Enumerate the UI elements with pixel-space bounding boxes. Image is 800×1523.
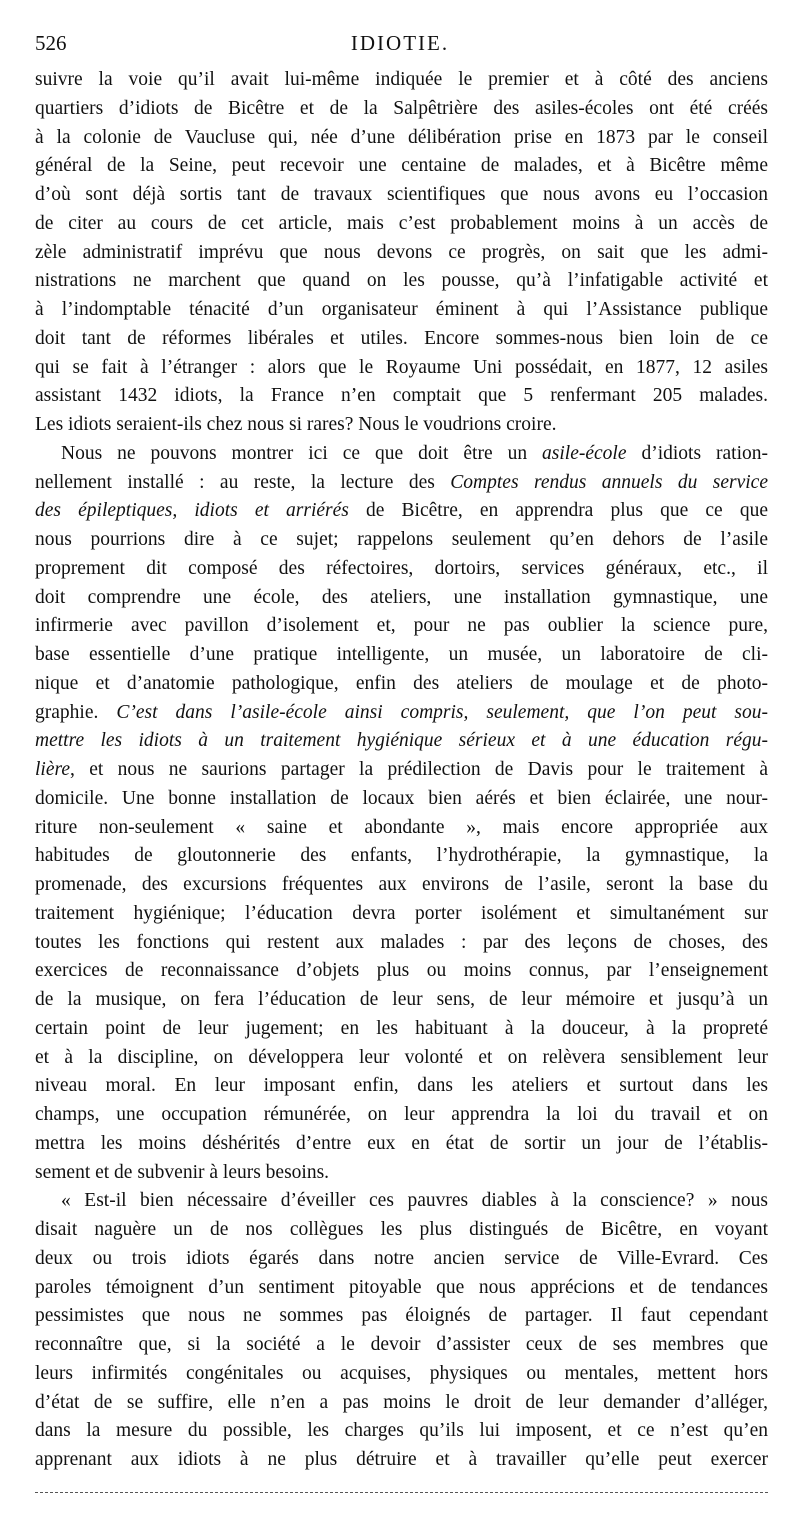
running-head: IDIOTIE.: [350, 31, 450, 55]
text-line: [35, 497, 768, 526]
text-line: [35, 382, 768, 411]
text-line: [35, 1360, 768, 1389]
italic-segment: C’est dans l’asile-école ainsi compris, seulement, que l’on peut sou-: [116, 701, 768, 723]
italic-segment: Comptes rendus annuels du service: [450, 471, 768, 493]
page-number: 526: [35, 31, 67, 55]
text-segment: de Bicêtre, en apprendra plus que ce que: [348, 500, 768, 522]
text-line: [35, 1072, 768, 1101]
text-segment: sement et de subvenir à leurs besoins.: [35, 1161, 330, 1183]
text-line: [35, 641, 768, 670]
text-line: [35, 785, 768, 814]
text-segment: promenade, des excursions fréquentes aux environs de l’asile, seront la base du: [35, 874, 768, 895]
text-segment: à l’indomptable ténacité d’un organisateur éminent à qui l’Assistance publique: [35, 299, 768, 320]
text-line: [35, 95, 768, 124]
text-line: [35, 411, 768, 440]
text-line: [35, 1274, 768, 1303]
text-line: [35, 555, 768, 584]
text-line: [35, 900, 768, 929]
text-segment: général de la Seine, peut recevoir une centaine de malades, et à Bicêtre même: [35, 155, 768, 177]
text-segment: riture non-seulement « saine et abondante », mais encore appropriée aux: [35, 816, 768, 838]
text-segment: zèle administratif imprévu que nous devons ce progrès, on sait que les admi-: [35, 241, 768, 263]
text-segment: apprenant aux idiots à ne plus détruire et à travailler qu’elle peut exercer: [35, 1449, 768, 1470]
text-segment: doit tant de réformes libérales et utiles. Encore sommes-nous bien loin de ce: [35, 327, 768, 349]
text-line: [35, 756, 768, 785]
text-line: [35, 1216, 768, 1245]
text-line: [35, 469, 768, 498]
text-segment: dans la mesure du possible, les charges qu’ils lui imposent, et ce n’est qu’en: [35, 1420, 768, 1442]
text-line: [35, 267, 768, 296]
text-line: [35, 526, 768, 555]
text-segment: habitudes de gloutonnerie des enfants, l’hydrothérapie, la gymnastique, la: [35, 845, 768, 867]
text-segment: , et nous ne saurions partager la prédilection de Davis pour le traitement à: [70, 759, 768, 780]
text-line: [35, 1245, 768, 1274]
text-segment: doit comprendre une école, des ateliers, une installation gymnastique, une: [35, 586, 768, 608]
italic-segment: mettre les idiots à un traitement hygiénique sérieux et à une éducation régu-: [35, 730, 768, 752]
text-segment: champs, une occupation rémunérée, on leur apprendra la loi du travail et on: [35, 1104, 768, 1125]
text-line: [35, 1389, 768, 1418]
text-segment: Nous ne pouvons montrer ici ce que doit être un: [61, 442, 543, 464]
text-segment: suivre la voie qu’il avait lui-même indiquée le premier et à côté des anciens: [35, 69, 768, 90]
text-segment: pessimistes que nous ne sommes pas éloignés de partager. Il faut cependant: [35, 1305, 768, 1327]
text-line: [35, 1417, 768, 1446]
text-segment: disait naguère un de nos collègues les plus distingués de Bicêtre, en voyant: [35, 1219, 768, 1240]
text-segment: de la musique, on fera l’éducation de leur sens, de leur mémoire et jusqu’à un: [35, 989, 768, 1010]
text-segment: niveau moral. En leur imposant enfin, dans les ateliers et surtout dans les: [35, 1075, 768, 1097]
text-line: [35, 1446, 768, 1475]
text-line: [35, 296, 768, 325]
text-segment: nous pourrions dire à ce sujet; rappelons seulement qu’en dehors de l’asile: [35, 529, 768, 550]
text-segment: nique et d’anatomie pathologique, enfin des ateliers de moulage et de photo-: [35, 672, 768, 694]
page-header: [35, 28, 765, 58]
text-line: [35, 325, 768, 354]
text-segment: domicile. Une bonne installation de locaux bien aérés et bien éclairée, une nour-: [35, 787, 768, 809]
text-line: [35, 842, 768, 871]
text-segment: certain point de leur jugement; en les habituant à la douceur, à la propreté: [35, 1017, 768, 1039]
text-line: [35, 1101, 768, 1130]
text-segment: graphie.: [35, 701, 117, 723]
text-segment: toutes les fonctions qui restent aux malades : par des leçons de choses, des: [35, 931, 768, 953]
text-line: [35, 727, 768, 756]
text-segment: infirmerie avec pavillon d’isolement et, pour ne pas oublier la science pure,: [35, 615, 768, 637]
text-segment: qui se fait à l’étranger : alors que le Royaume Uni possédait, en 1877, 12 asiles: [35, 356, 768, 378]
text-line: [35, 124, 768, 153]
text-line: [35, 1130, 768, 1159]
text-segment: mettra les moins déshérités d’entre eux en état de sortir un jour de l’établis-: [35, 1132, 768, 1154]
text-segment: de citer au cours de cet article, mais c’est probablement moins à un accès de: [35, 212, 768, 234]
italic-segment: des épileptiques, idiots et arriérés: [35, 500, 349, 522]
text-segment: « Est-il bien nécessaire d’éveiller ces pauvres diables à la conscience? » nous: [61, 1190, 768, 1212]
text-segment: base essentielle d’une pratique intelligente, un musée, un laboratoire de cli-: [35, 644, 768, 665]
text-segment: proprement dit composé des réfectoires, dortoirs, services généraux, etc., il: [35, 557, 768, 579]
text-line: [35, 1159, 768, 1188]
text-line: [35, 181, 768, 210]
text-segment: reconnaître que, si la société a le devoir d’assister ceux de ses membres que: [35, 1334, 768, 1355]
italic-segment: asile-école: [542, 442, 627, 464]
text-line: [35, 699, 768, 728]
text-segment: Les idiots seraient-ils chez nous si rares? Nous le voudrions croire.: [35, 414, 557, 435]
text-segment: exercices de reconnaissance d’objets plus ou moins connus, par l’enseignement: [35, 960, 768, 982]
text-segment: traitement hygiénique; l’éducation devra porter isolément et simultanément sur: [35, 902, 768, 924]
text-line: [35, 814, 768, 843]
text-line: [35, 440, 768, 469]
text-line: [35, 1302, 768, 1331]
text-line: [35, 986, 768, 1015]
text-line: [35, 210, 768, 239]
text-line: [35, 871, 768, 900]
text-segment: et à la discipline, on développera leur volonté et on relèvera sensiblement leur: [35, 1046, 768, 1068]
text-line: [35, 239, 768, 268]
text-segment: assistant 1432 idiots, la France n’en comptait que 5 renfermant 205 malades.: [35, 385, 768, 407]
text-line: [35, 670, 768, 699]
text-segment: d’où sont déjà sortis tant de travaux scientifiques que nous avons eu l’occasion: [35, 184, 768, 205]
text-line: [35, 354, 768, 383]
text-line: [35, 612, 768, 641]
text-line: [35, 929, 768, 958]
text-line: [35, 152, 768, 181]
text-line: [35, 66, 768, 95]
text-line: [35, 957, 768, 986]
text-line: [35, 1331, 768, 1360]
text-segment: leurs infirmités congénitales ou acquises, physiques ou mentales, mettent hors: [35, 1362, 768, 1384]
text-segment: d’état de se suffire, elle n’en a pas moins le droit de leur demander d’alléger,: [35, 1391, 768, 1413]
footer-rule: [35, 1492, 768, 1493]
text-segment: nistrations ne marchent que quand on les pousse, qu’à l’infatigable activité et: [35, 270, 768, 292]
text-segment: nellement installé : au reste, la lecture des: [35, 471, 451, 493]
text-segment: d’idiots ration-: [626, 442, 768, 464]
text-line: [35, 584, 768, 613]
body-text: [35, 66, 768, 1475]
text-segment: paroles témoignent d’un sentiment pitoyable que nous apprécions et de tendances: [35, 1276, 768, 1298]
text-line: [35, 1044, 768, 1073]
italic-segment: lière: [35, 759, 71, 780]
text-line: [35, 1015, 768, 1044]
text-line: [35, 1187, 768, 1216]
text-segment: deux ou trois idiots égarés dans notre ancien service de Ville-Evrard. Ces: [35, 1247, 768, 1269]
text-segment: à la colonie de Vaucluse qui, née d’une délibération prise en 1873 par le conseil: [35, 126, 768, 148]
text-segment: quartiers d’idiots de Bicêtre et de la Salpêtrière des asiles-écoles ont été créés: [35, 97, 768, 119]
